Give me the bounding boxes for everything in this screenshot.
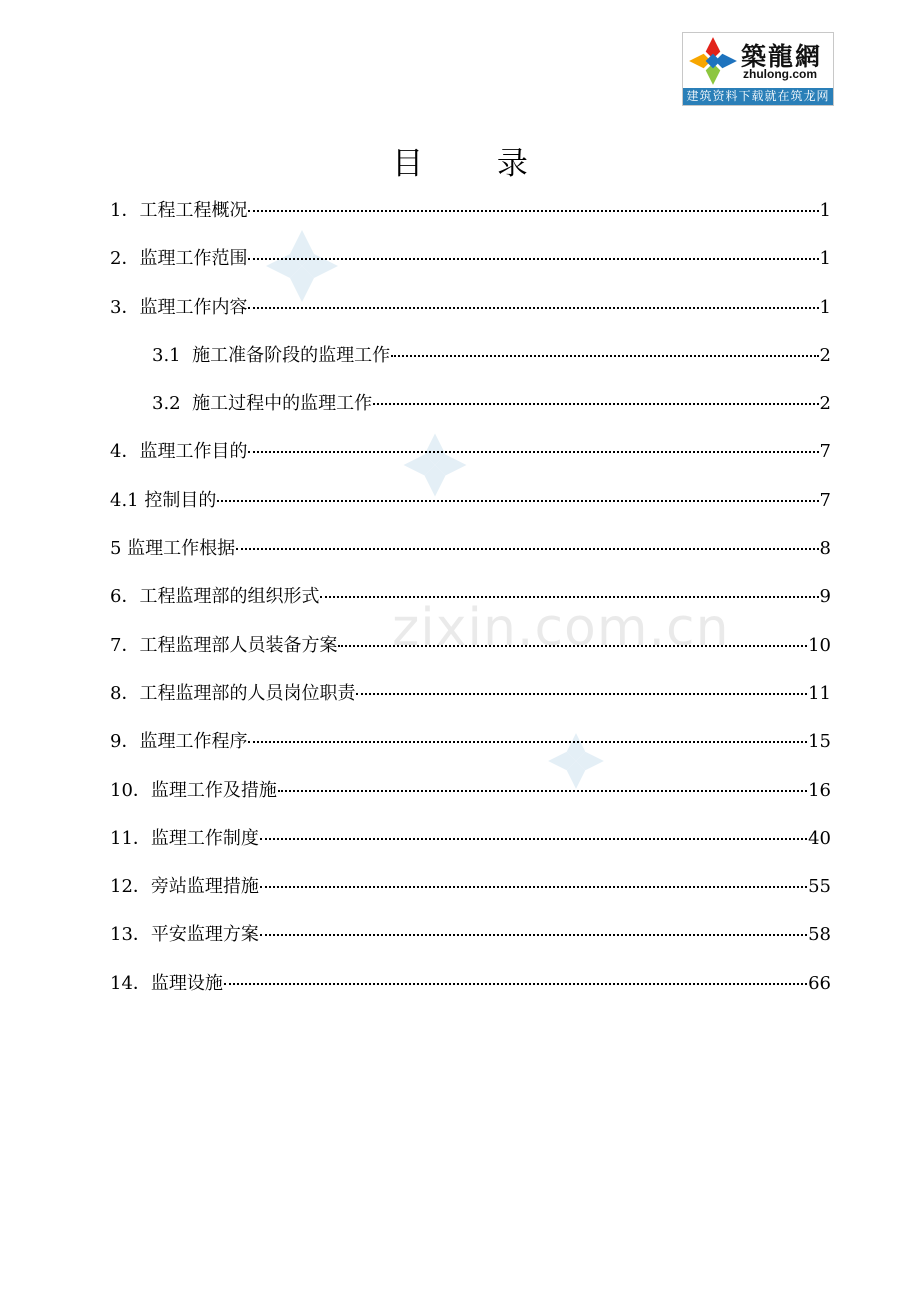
toc-entry-page: 16 [808, 779, 831, 801]
toc-dot-leader [338, 645, 807, 647]
toc-dot-leader [260, 886, 807, 888]
toc-entry-page: 2 [819, 344, 831, 366]
toc-entry-page: 8 [819, 538, 831, 560]
zhulong-logo [682, 32, 834, 106]
toc-entry-label: 3.1 施工准备阶段的监理工作 [152, 344, 391, 366]
toc-dot-leader [248, 210, 818, 212]
toc-entry-label: 14．监理设施 [110, 972, 223, 994]
toc-entry-label: 12．旁站监理措施 [110, 876, 259, 898]
toc-title: 目 录 [392, 146, 560, 182]
toc-dot-leader [217, 500, 818, 502]
toc-entry[interactable] [110, 863, 831, 911]
toc-entry-page: 66 [808, 972, 831, 994]
toc-entry-label: 13．平安监理方案 [110, 924, 259, 946]
toc-entry-page: 2 [819, 393, 831, 415]
toc-entry-label: 6．工程监理部的组织形式 [110, 586, 320, 608]
toc-entry-page: 55 [808, 876, 831, 898]
toc-entry-page: 9 [819, 586, 831, 608]
toc-dot-leader [248, 741, 807, 743]
toc-entry-label: 3.2 施工过程中的监理工作 [152, 393, 373, 415]
toc-entry-label: 11．监理工作制度 [110, 827, 259, 849]
logo-name: 築龍網 [741, 42, 823, 71]
toc-dot-leader [236, 548, 818, 550]
toc-dot-leader [248, 307, 818, 309]
toc-dot-leader [356, 693, 807, 695]
toc-entry-label: 10．监理工作及措施 [110, 779, 277, 801]
toc-entry-label: 9．监理工作程序 [110, 731, 248, 753]
logo-domain: zhulong.com [743, 67, 817, 81]
toc-entry[interactable] [110, 960, 831, 1008]
toc-entry-label: 3．监理工作内容 [110, 296, 248, 318]
toc-entry-label: 2．监理工作范围 [110, 248, 248, 270]
toc-entry[interactable] [110, 380, 831, 428]
toc-dot-leader [373, 403, 818, 405]
toc-entry[interactable] [110, 187, 831, 235]
toc-dot-leader [320, 596, 818, 598]
table-of-contents [110, 187, 831, 1008]
toc-entry[interactable] [110, 815, 831, 863]
toc-entry-label: 4.1 控制目的 [110, 489, 217, 511]
toc-entry-page: 1 [819, 200, 831, 221]
toc-entry-label: 4．监理工作目的 [110, 441, 248, 463]
toc-entry-label: 5 监理工作根据 [110, 538, 236, 560]
toc-entry[interactable] [110, 235, 831, 283]
toc-entry-page: 10 [808, 634, 831, 656]
toc-entry-label: 1．工程工程概况 [110, 200, 248, 221]
toc-entry-page: 1 [819, 296, 831, 318]
toc-entry[interactable] [110, 477, 831, 525]
toc-dot-leader [248, 451, 818, 453]
toc-entry-page: 58 [808, 924, 831, 946]
toc-dot-leader [248, 258, 818, 260]
toc-entry[interactable] [110, 284, 831, 332]
toc-dot-leader [260, 934, 807, 936]
toc-entry[interactable] [110, 911, 831, 959]
toc-entry[interactable] [110, 332, 831, 380]
toc-entry-page: 15 [808, 731, 831, 753]
toc-dot-leader [278, 790, 807, 792]
toc-entry-page: 7 [819, 441, 831, 463]
toc-entry-label: 8．工程监理部的人员岗位职责 [110, 682, 356, 704]
toc-entry[interactable] [110, 573, 831, 621]
watermark-text: zixin.com.cn [392, 598, 730, 658]
toc-entry-page: 40 [808, 827, 831, 849]
toc-entry[interactable] [110, 670, 831, 718]
toc-entry-page: 7 [819, 489, 831, 511]
toc-entry[interactable] [110, 525, 831, 573]
toc-entry[interactable] [110, 718, 831, 766]
toc-entry[interactable] [110, 767, 831, 815]
logo-flake-icon [686, 35, 740, 87]
toc-entry-page: 11 [808, 682, 831, 704]
toc-dot-leader [260, 838, 807, 840]
toc-entry-page: 1 [819, 248, 831, 270]
toc-entry[interactable] [110, 622, 831, 670]
toc-dot-leader [224, 983, 807, 985]
toc-entry[interactable] [110, 428, 831, 476]
toc-entry-label: 7．工程监理部人员装备方案 [110, 634, 338, 656]
toc-dot-leader [391, 355, 818, 357]
logo-slogan: 建筑资料下载就在筑龙网 [683, 88, 833, 105]
